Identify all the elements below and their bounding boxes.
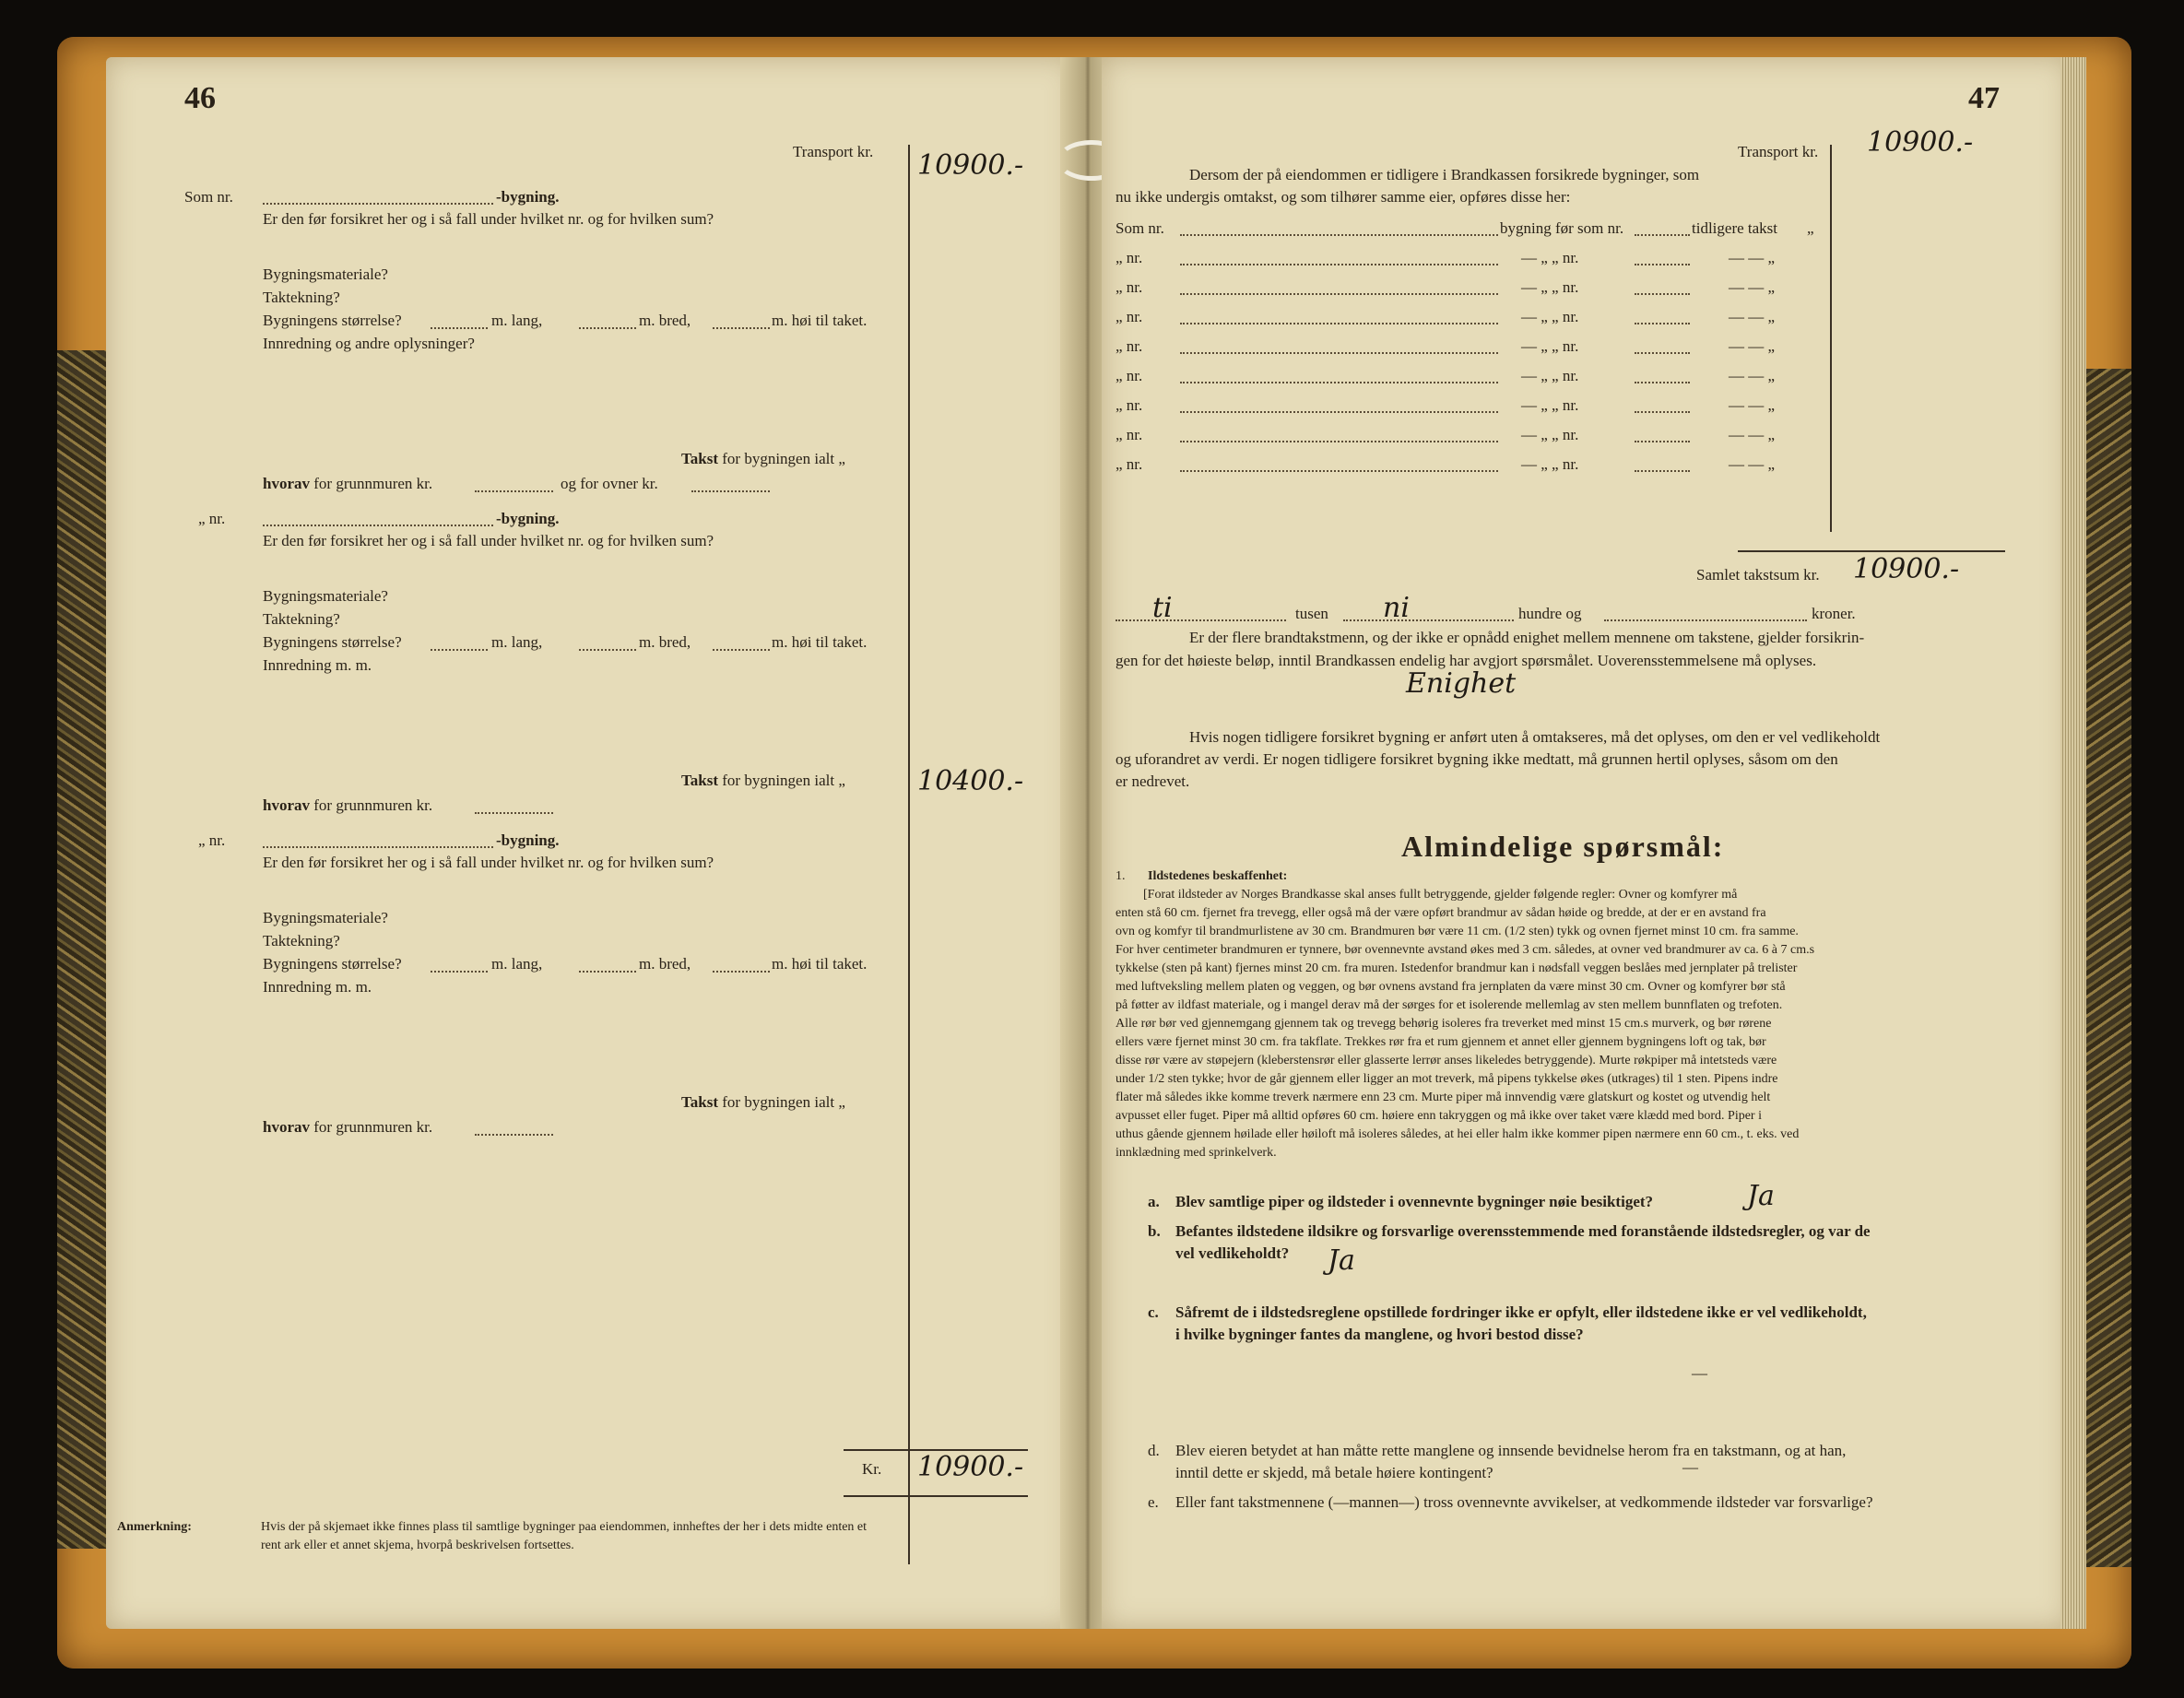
regler-line: uthus gående gjennem høilade eller høiloft må isoleres således, at hei eller halm ikke kommer pipen nærmere enn 60 cm., t. eks. ved <box>1116 1127 1800 1141</box>
regler-line: på føtter av ildfast materiale, og i mangel derav må der sørges for et isolerende mellemlag av sten mellem bunnflaten og trefoten. <box>1116 998 1783 1012</box>
forsikret-question: Er den før forsikret her og i så fall under hvilket nr. og for hvilken sum? <box>263 854 714 871</box>
qe-label: e. <box>1148 1493 1159 1511</box>
regler-line: enten stå 60 cm. fjernet fra trevegg, eller også må der være opført brandmur av sådan høide og bredde, at der er en avstand fra <box>1116 906 1766 920</box>
row-mid: — „ „ nr. <box>1521 455 1579 473</box>
transport-value-handwritten: 10900.- <box>1867 126 1974 159</box>
row-prefix: „ nr. <box>1116 249 1143 266</box>
dotted-field <box>579 649 636 651</box>
m-lang-label: m. lang, <box>491 955 543 973</box>
row-end: — — „ <box>1729 337 1776 355</box>
tidligere-takst-label: tidligere takst <box>1692 219 1778 237</box>
dotted-field <box>431 649 488 651</box>
regler-line: [Forat ildsteder av Norges Brandkasse skal anses fullt betryggende, gjelder følgende regler: Ovner og komfyrer må <box>1143 888 1738 902</box>
regler-line: ellers være fjernet minst 30 cm. fra takflate. Trekkes rør fra et rum gjennem et annet eller gjennem bygningens loft og tak, bør <box>1116 1035 1766 1049</box>
row-mid: — „ „ nr. <box>1521 367 1579 384</box>
row-end: — — „ <box>1729 455 1776 473</box>
regler-line: under 1/2 sten tykke; hvor de går gjennem eller ligger an mot treverk, må pipens tykkelse økes (utkrages) til 1 sten. Pipens indre <box>1116 1072 1778 1086</box>
regler-line: flater må således ikke komme treverk nærmere enn 23 cm. Murte piper må innvendig være glatskurt og kostet og utvendig helt <box>1116 1091 1771 1104</box>
row-mid: — „ „ nr. <box>1521 426 1579 443</box>
nr-label: „ nr. <box>198 510 226 527</box>
row-end: — — „ <box>1729 308 1776 325</box>
dotted-field <box>1180 264 1498 265</box>
bygning-for-label: bygning før som nr. <box>1500 219 1624 237</box>
dotted-field <box>713 327 770 329</box>
total-value-handwritten: 10900.- <box>917 1451 1024 1483</box>
dotted-field <box>713 649 770 651</box>
anmerkning-label: Anmerkning: <box>117 1520 192 1534</box>
hvis-text: Hvis nogen tidligere forsikret bygning er anført uten å omtakseres, må det oplyses, om den er vel vedlikeholdt <box>1189 728 1881 746</box>
qa-answer-handwritten: Ja <box>1747 1180 1775 1212</box>
qd-text: Blev eieren betydet at han måtte rette manglene og innsende bevidnelse herom fra en takstmann, og at han, <box>1175 1442 1847 1459</box>
som-nr-label: Som nr. <box>184 188 233 206</box>
regler-line: avpusset eller fuget. Piper må alltid opføres 60 cm. høiere enn takryggen og må ikke over taket være klædd med bord. Piper i <box>1116 1109 1762 1123</box>
row-prefix: „ nr. <box>1116 278 1143 296</box>
takst-rest-label: for bygningen ialt <box>722 772 835 789</box>
qa-text: Blev samtlige piper og ildsteder i ovennevnte bygninger nøie besiktiget? <box>1175 1193 1654 1210</box>
hvorav-label: hvorav <box>263 796 310 814</box>
takst-label: Takst <box>681 772 719 789</box>
transport-label: Transport kr. <box>793 143 874 160</box>
dotted-field <box>263 525 493 526</box>
dotted-field <box>1180 323 1498 324</box>
qd-text: inntil dette er skjedd, må betale høiere kontingent? <box>1175 1464 1493 1481</box>
dotted-field <box>1180 411 1498 413</box>
qb-text: vel vedlikeholdt? <box>1175 1244 1290 1262</box>
row-end: — — „ <box>1729 426 1776 443</box>
samlet-value-handwritten: 10900.- <box>1853 553 1960 585</box>
brandtakst-text: Er der flere brandtakstmenn, og der ikke er opnådd enighet mellem mennene om takstene, gjelder forsikrin- <box>1189 629 1865 646</box>
dotted-field <box>1343 619 1514 621</box>
section-heading: Almindelige spørsmål: <box>1401 830 1725 863</box>
hundre-handwritten: ni <box>1383 592 1410 624</box>
hundre-og-label: hundre og <box>1518 605 1582 622</box>
ditto-mark: „ <box>1807 219 1814 237</box>
bygning-label: -bygning. <box>496 188 560 206</box>
dotted-field <box>1635 323 1690 324</box>
marbled-cover-right <box>2079 369 2131 1567</box>
page-number: 47 <box>1968 81 2000 115</box>
dotted-field <box>1635 470 1690 472</box>
ditto-mark: „ <box>838 772 845 789</box>
takst-value-handwritten: 10400.- <box>917 765 1024 797</box>
taktekning-label: Taktekning? <box>263 289 340 306</box>
dotted-field <box>713 971 770 973</box>
dotted-field <box>475 812 553 814</box>
qe-text: Eller fant takstmennene (—mannen—) tross ovennevnte avvikelser, at vedkommende ildsteder var forsvarlige? <box>1175 1493 1873 1511</box>
ditto-mark: „ <box>838 1093 845 1111</box>
materiale-label: Bygningsmateriale? <box>263 909 388 926</box>
anmerkning-text: Hvis der på skjemaet ikke finnes plass til samtlige bygninger paa eiendommen, innheftes der her i dets midte enten et <box>261 1520 868 1534</box>
row-end: — — „ <box>1729 396 1776 414</box>
intro-text: nu ikke undergis omtakst, og som tilhører samme eier, opføres disse her: <box>1116 188 1571 206</box>
dotted-field <box>1180 293 1498 295</box>
regler-line: med luftveksling mellem platen og veggen, og bør ovnens avstand fra jernplaten da være minst 30 cm. Ovner og komfyrer bør stå <box>1116 980 1786 994</box>
qa-label: a. <box>1148 1193 1160 1210</box>
tusen-handwritten: ti <box>1152 592 1173 624</box>
takst-label: Takst <box>681 1093 719 1111</box>
forsikret-question: Er den før forsikret her og i så fall under hvilket nr. og for hvilken sum? <box>263 210 714 228</box>
dotted-field <box>475 1134 553 1136</box>
amount-column-rule <box>908 145 910 1564</box>
q1-title: Ildstedenes beskaffenhet: <box>1148 869 1288 883</box>
takst-label: Takst <box>681 450 719 467</box>
ditto-mark: „ <box>838 450 845 467</box>
m-bred-label: m. bred, <box>639 633 691 651</box>
qb-answer-handwritten: Ja <box>1328 1244 1355 1277</box>
storrelse-label: Bygningens størrelse? <box>263 633 402 651</box>
m-lang-label: m. lang, <box>491 633 543 651</box>
materiale-label: Bygningsmateriale? <box>263 587 388 605</box>
storrelse-label: Bygningens størrelse? <box>263 312 402 329</box>
dotted-field <box>1635 441 1690 442</box>
grunnmuren-label: for grunnmuren kr. <box>313 796 433 814</box>
kr-label: Kr. <box>862 1460 882 1478</box>
dotted-field <box>579 971 636 973</box>
dotted-field <box>1180 470 1498 472</box>
page-edges <box>2060 57 2086 1629</box>
regler-line: For hver centimeter brandmuren er tynnere, bør ovennevnte avstand økes med 3 cm. således, at ovner ved brandmurer av ca. 6 à 7 cm.s <box>1116 943 1815 957</box>
intro-text: Dersom der på eiendommen er tidligere i Brandkassen forsikrede bygninger, som <box>1189 166 1700 183</box>
dotted-field <box>1635 411 1690 413</box>
m-bred-label: m. bred, <box>639 312 691 329</box>
dotted-field <box>1180 441 1498 442</box>
row-end: — — „ <box>1729 367 1776 384</box>
hvorav-label: hvorav <box>263 1118 310 1136</box>
m-lang-label: m. lang, <box>491 312 543 329</box>
enighet-handwritten: Enighet <box>1406 667 1517 700</box>
grunnmuren-label: for grunnmuren kr. <box>313 1118 433 1136</box>
dotted-field <box>431 327 488 329</box>
regler-line: ovn og komfyr til brandmurlistene av 30 cm. Brandmuren bør være 11 cm. (1/2 sten) tykk og ovnen fjernet minst 10 cm. fra samme. <box>1116 925 1799 938</box>
grunnmuren-label: for grunnmuren kr. <box>313 475 433 492</box>
transport-label: Transport kr. <box>1738 143 1819 160</box>
dotted-field <box>1180 382 1498 383</box>
hvis-text: og uforandret av verdi. Er nogen tidligere forsikret bygning ikke medtatt, må grunnen hertil oplyses, såsom om den <box>1116 750 1838 768</box>
dotted-field <box>1116 619 1286 621</box>
takst-rest-label: for bygningen ialt <box>722 450 835 467</box>
regler-line: tykkelse (sten på kant) fjernes minst 20 cm. fra muren. Istedenfor brandmur kan i nødsfall veggen beslåes med jernplater på trelister <box>1116 961 1798 975</box>
materiale-label: Bygningsmateriale? <box>263 265 388 283</box>
dotted-field <box>1635 264 1690 265</box>
left-page <box>106 57 1074 1629</box>
brandtakst-text: gen for det høieste beløp, inntil Brandkassen endelig har avgjort spørsmålet. Uoverensstemmelsene må oplyses. <box>1116 652 1817 669</box>
right-page <box>1102 57 2070 1629</box>
transport-value-handwritten: 10900.- <box>917 149 1024 182</box>
row-prefix: „ nr. <box>1116 426 1143 443</box>
qc-text: Såfremt de i ildstedsreglene opstillede fordringer ikke er opfylt, eller ildstedene ikke er vel vedlikeholdt, <box>1175 1303 1867 1321</box>
takst-rest-label: for bygningen ialt <box>722 1093 835 1111</box>
nr-label: „ nr. <box>198 831 226 849</box>
sum-rule <box>1738 550 2005 552</box>
dotted-field <box>431 971 488 973</box>
qb-label: b. <box>1148 1222 1161 1240</box>
kroner-label: kroner. <box>1812 605 1856 622</box>
samlet-label: Samlet takstsum kr. <box>1696 566 1820 584</box>
row-mid: — „ „ nr. <box>1521 278 1579 296</box>
row-prefix: „ nr. <box>1116 337 1143 355</box>
qc-label: c. <box>1148 1303 1159 1321</box>
total-rule <box>844 1495 1028 1497</box>
ovner-label: og for ovner kr. <box>561 475 658 492</box>
qc-answer-handwritten: — <box>1692 1364 1707 1382</box>
qc-text: i hvilke bygninger fantes da manglene, og hvori bestod disse? <box>1175 1326 1584 1343</box>
dotted-field <box>1180 352 1498 354</box>
m-bred-label: m. bred, <box>639 955 691 973</box>
som-nr-label: Som nr. <box>1116 219 1164 237</box>
page-number: 46 <box>184 81 216 115</box>
hvis-text: er nedrevet. <box>1116 772 1190 790</box>
hvorav-label: hvorav <box>263 475 310 492</box>
regler-line: Alle rør bør ved gjennemgang gjennem tak og trevegg behørig isoleres fra treverket med minst 15 cm.s murverk, og bør rørene <box>1116 1017 1772 1031</box>
dotted-field <box>475 490 553 492</box>
bygning-label: -bygning. <box>496 831 560 849</box>
innredning-label: Innredning m. m. <box>263 656 372 674</box>
taktekning-label: Taktekning? <box>263 610 340 628</box>
dotted-field <box>1635 382 1690 383</box>
forsikret-question: Er den før forsikret her og i så fall under hvilket nr. og for hvilken sum? <box>263 532 714 549</box>
row-end: — — „ <box>1729 249 1776 266</box>
dotted-field <box>691 490 770 492</box>
m-hoi-label: m. høi til taket. <box>772 312 868 329</box>
row-mid: — „ „ nr. <box>1521 249 1579 266</box>
dotted-field <box>1604 619 1807 621</box>
row-prefix: „ nr. <box>1116 367 1143 384</box>
dotted-field <box>579 327 636 329</box>
storrelse-label: Bygningens størrelse? <box>263 955 402 973</box>
row-mid: — „ „ nr. <box>1521 308 1579 325</box>
qd-answer-handwritten: — <box>1682 1458 1698 1476</box>
q1-label: 1. <box>1116 869 1126 883</box>
amount-column-rule <box>1830 145 1832 532</box>
dotted-field <box>263 846 493 848</box>
taktekning-label: Taktekning? <box>263 932 340 949</box>
dotted-field <box>1635 293 1690 295</box>
marbled-cover-left <box>57 350 108 1549</box>
dotted-field <box>1180 234 1498 236</box>
row-mid: — „ „ nr. <box>1521 396 1579 414</box>
row-prefix: „ nr. <box>1116 455 1143 473</box>
tusen-label: tusen <box>1295 605 1328 622</box>
qb-text: Befantes ildstedene ildsikre og forsvarlige overensstemmende med foranstående ildstedsregler, og var de <box>1175 1222 1871 1240</box>
row-prefix: „ nr. <box>1116 308 1143 325</box>
row-mid: — „ „ nr. <box>1521 337 1579 355</box>
dotted-field <box>1635 352 1690 354</box>
anmerkning-text: rent ark eller et annet skjema, hvorpå beskrivelsen fortsettes. <box>261 1539 574 1552</box>
regler-line: innklædning med sprinkelverk. <box>1116 1146 1277 1160</box>
row-end: — — „ <box>1729 278 1776 296</box>
m-hoi-label: m. høi til taket. <box>772 955 868 973</box>
regler-line: disse rør være av støpejern (kleberstensrør eller glasserte lerrør anses likeledes betryggende). Murte røkpiper må intetsteds være <box>1116 1054 1777 1067</box>
dotted-field <box>1635 234 1690 236</box>
bygning-label: -bygning. <box>496 510 560 527</box>
m-hoi-label: m. høi til taket. <box>772 633 868 651</box>
row-prefix: „ nr. <box>1116 396 1143 414</box>
innredning-label: Innredning og andre oplysninger? <box>263 335 475 352</box>
innredning-label: Innredning m. m. <box>263 978 372 996</box>
qd-label: d. <box>1148 1442 1160 1459</box>
dotted-field <box>263 203 493 205</box>
